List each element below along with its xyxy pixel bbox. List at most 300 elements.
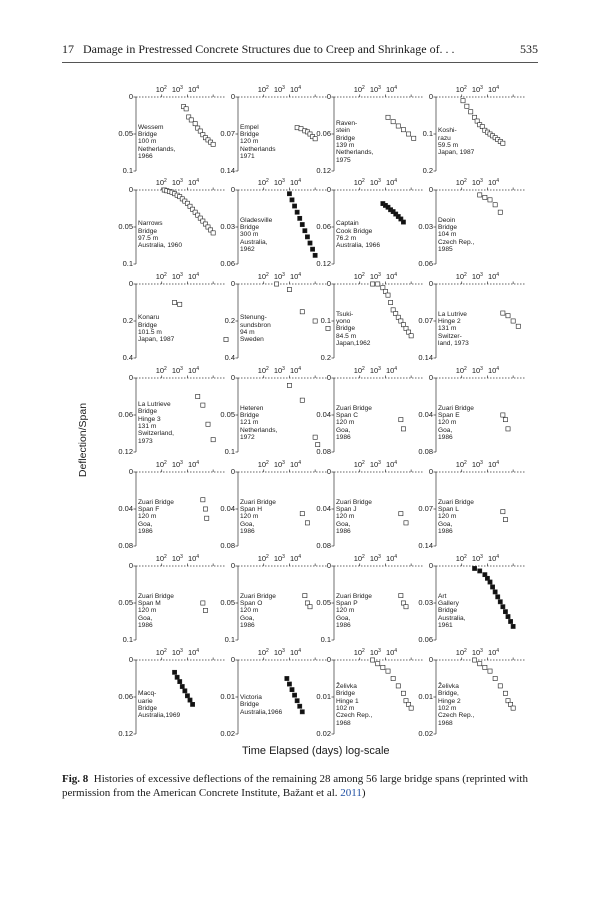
y-tick-label: 0.06 [316, 129, 331, 138]
y-tick-label: 0.14 [418, 353, 433, 362]
x-tick-exponent: 2 [164, 554, 167, 560]
data-point [370, 658, 374, 662]
bridge-panel [220, 554, 329, 658]
x-tick-exponent: 4 [496, 272, 500, 278]
x-tick-label: $10^2$ [455, 648, 467, 657]
data-point [404, 521, 408, 525]
y-tick-label: 0 [230, 561, 235, 570]
data-point [503, 691, 507, 695]
bridge-panel [220, 460, 329, 564]
x-tick-labels [456, 273, 499, 281]
data-point [274, 282, 278, 286]
x-tick-labels [156, 86, 199, 94]
data-point [498, 600, 502, 604]
y-tick-label: 0.08 [316, 447, 331, 456]
data-point [287, 287, 291, 291]
data-point [501, 510, 505, 514]
bridge-panel [118, 648, 227, 752]
data-point [298, 216, 302, 220]
data-point [300, 310, 304, 314]
data-point [401, 427, 405, 431]
bridge-panel [118, 178, 227, 282]
data-point [503, 517, 507, 521]
y-tick-label: 0.01 [220, 692, 235, 701]
data-point [488, 669, 492, 673]
data-point [370, 282, 374, 286]
y-tick-label: 0.04 [316, 410, 331, 419]
bridge-panel [220, 85, 329, 189]
x-tick-label: $10^4$ [487, 178, 500, 187]
x-tick-exponent: 3 [180, 85, 183, 91]
x-tick-label: $10^4$ [385, 460, 398, 469]
x-tick-label: $10^2$ [155, 554, 167, 563]
x-tick-label: $10^3$ [369, 648, 381, 657]
bridge-panel [220, 648, 329, 752]
bridge-panel [418, 648, 527, 752]
x-tick-labels [156, 461, 199, 469]
bridge-label: Captain Cook Bridge 76.2 m Australia, 1966 [336, 220, 380, 250]
data-point [172, 300, 176, 304]
bridge-label: Zuari Bridge Span H 120 m Goa, 1986 [240, 498, 276, 535]
x-tick-label: $10^4$ [187, 272, 200, 281]
x-tick-label: $10^4$ [487, 85, 500, 94]
figure-caption [62, 772, 538, 800]
bridge-label: Raven- stein Bridge 139 m Netherlands, 1975 [336, 120, 374, 164]
x-tick-label: $10^4$ [385, 272, 398, 281]
y-tick-label: 0.04 [316, 504, 331, 513]
data-point [478, 662, 482, 666]
x-tick-exponent: 4 [496, 460, 500, 466]
data-point [506, 614, 510, 618]
x-tick-exponent: 3 [480, 272, 483, 278]
x-tick-label: $10^4$ [289, 460, 302, 469]
data-point [178, 302, 182, 306]
x-tick-label: $10^3$ [171, 648, 183, 657]
x-tick-label: $10^4$ [187, 178, 200, 187]
data-point [516, 324, 520, 328]
x-tick-exponent: 3 [180, 178, 183, 184]
data-point [469, 110, 473, 114]
x-tick-exponent: 2 [464, 366, 467, 372]
x-tick-labels [354, 367, 397, 375]
data-point [201, 403, 205, 407]
x-tick-labels [156, 367, 199, 375]
data-point [498, 210, 502, 214]
x-tick-label: $10^2$ [257, 460, 269, 469]
data-point [386, 669, 390, 673]
y-tick-label: 0.1 [122, 166, 133, 175]
y-tick-label: 0.4 [224, 353, 235, 362]
x-tick-label: $10^2$ [455, 460, 467, 469]
x-tick-label: $10^3$ [471, 460, 483, 469]
bridge-panel [118, 366, 227, 470]
data-point [376, 662, 380, 666]
y-tick-label: 0.03 [220, 222, 235, 231]
x-tick-label: $10^2$ [257, 85, 269, 94]
data-point [292, 693, 296, 697]
y-tick-label: 0 [230, 185, 235, 194]
bridge-label: Zuari Bridge Span F 120 m Goa, 1986 [138, 498, 174, 535]
y-tick-label: 0 [428, 561, 433, 570]
x-tick-labels [258, 179, 301, 187]
y-tick-label: 0.1 [122, 635, 133, 644]
data-point [386, 115, 390, 119]
y-tick-label: 0.05 [220, 410, 235, 419]
bridge-label: Art Gallery Bridge Australia, 1961 [438, 592, 466, 629]
x-tick-label: $10^4$ [289, 272, 302, 281]
data-point [185, 694, 189, 698]
data-point [211, 231, 215, 235]
y-tick-label: 0.06 [418, 635, 433, 644]
y-tick-label: 0.06 [418, 259, 433, 268]
x-tick-label: $10^2$ [155, 272, 167, 281]
x-tick-exponent: 3 [378, 178, 381, 184]
x-tick-label: $10^4$ [385, 178, 398, 187]
bridge-label: Koshi- razu 59.5 m Japan, 1987 [438, 127, 475, 157]
x-tick-label: $10^3$ [273, 460, 285, 469]
bridge-panel [316, 366, 425, 470]
x-tick-exponent: 3 [282, 554, 285, 560]
x-tick-label: $10^4$ [187, 554, 200, 563]
data-point [493, 676, 497, 680]
x-tick-label: $10^3$ [171, 85, 183, 94]
x-tick-label: $10^4$ [289, 85, 302, 94]
y-tick-label: 0 [326, 279, 331, 288]
data-point [313, 253, 317, 257]
data-point [461, 99, 465, 103]
x-tick-exponent: 4 [298, 554, 302, 560]
x-tick-label: $10^3$ [369, 85, 381, 94]
bridge-label: Želivka Bridge Hinge 1 102 m Czech Rep., 1968 [336, 683, 373, 727]
x-tick-exponent: 3 [480, 85, 483, 91]
x-tick-label: $10^3$ [171, 272, 183, 281]
data-point [298, 704, 302, 708]
bridge-panel [118, 554, 227, 658]
x-tick-label: $10^3$ [369, 554, 381, 563]
x-tick-exponent: 3 [282, 85, 285, 91]
x-tick-label: $10^4$ [289, 178, 302, 187]
y-tick-label: 0.01 [316, 692, 331, 701]
x-tick-exponent: 4 [196, 366, 200, 372]
x-tick-exponent: 3 [180, 648, 183, 654]
x-tick-exponent: 2 [266, 85, 269, 91]
data-point [396, 124, 400, 128]
y-tick-label: 0.08 [220, 541, 235, 550]
x-tick-label: $10^4$ [487, 366, 500, 375]
bridge-label: Macq- uarie Bridge Australia,1969 [138, 690, 181, 720]
x-tick-exponent: 4 [496, 85, 500, 91]
bridge-label: Tsuki- yono Bridge 84.5 m Japan,1962 [336, 310, 371, 347]
data-point [501, 413, 505, 417]
x-tick-labels [354, 273, 397, 281]
x-tick-exponent: 2 [464, 272, 467, 278]
y-tick-label: 0 [428, 92, 433, 101]
x-tick-label: $10^3$ [471, 85, 483, 94]
x-tick-exponent: 2 [464, 648, 467, 654]
data-point [287, 682, 291, 686]
y-tick-label: 0.1 [422, 129, 433, 138]
x-tick-exponent: 4 [298, 366, 302, 372]
x-tick-label: $10^4$ [187, 648, 200, 657]
data-point [386, 293, 390, 297]
y-tick-label: 0.1 [320, 635, 331, 644]
running-header [62, 42, 538, 60]
data-point [488, 198, 492, 202]
x-tick-exponent: 4 [394, 648, 398, 654]
data-point [490, 585, 494, 589]
bridge-label: Empel Bridge 120 m Netherlands 1971 [240, 123, 276, 160]
x-tick-exponent: 2 [266, 272, 269, 278]
y-tick-label: 0 [230, 373, 235, 382]
x-tick-exponent: 3 [282, 460, 285, 466]
x-tick-exponent: 3 [480, 460, 483, 466]
y-tick-label: 0.05 [220, 598, 235, 607]
data-point [511, 706, 515, 710]
x-tick-label: $10^3$ [369, 178, 381, 187]
y-tick-label: 0.14 [418, 541, 433, 550]
bridge-label: Narrows Bridge 97.5 m Australia, 1960 [138, 220, 182, 250]
x-tick-exponent: 2 [464, 178, 467, 184]
data-point [295, 210, 299, 214]
y-tick-label: 0 [428, 373, 433, 382]
data-point [300, 398, 304, 402]
data-point [305, 521, 309, 525]
x-tick-exponent: 3 [180, 272, 183, 278]
bridge-panel [122, 272, 227, 376]
x-tick-exponent: 2 [164, 648, 167, 654]
data-point [292, 204, 296, 208]
x-tick-label: $10^3$ [471, 648, 483, 657]
data-point [188, 698, 192, 702]
x-tick-label: $10^3$ [273, 366, 285, 375]
x-tick-exponent: 2 [362, 178, 365, 184]
x-tick-label: $10^2$ [257, 554, 269, 563]
x-tick-label: $10^4$ [487, 648, 500, 657]
y-tick-label: 0.02 [316, 729, 331, 738]
x-tick-exponent: 3 [378, 648, 381, 654]
data-point [285, 676, 289, 680]
x-tick-exponent: 2 [266, 460, 269, 466]
data-point [511, 624, 515, 628]
data-point [201, 498, 205, 502]
x-tick-label: $10^2$ [455, 178, 467, 187]
x-tick-label: $10^2$ [455, 554, 467, 563]
x-tick-label: $10^2$ [155, 178, 167, 187]
y-tick-label: 0.02 [220, 729, 235, 738]
data-point [465, 104, 469, 108]
bridge-panel [118, 85, 227, 189]
data-point [478, 193, 482, 197]
x-tick-exponent: 4 [196, 85, 200, 91]
x-tick-exponent: 4 [394, 554, 398, 560]
y-tick-label: 0.06 [316, 222, 331, 231]
y-tick-label: 0.14 [220, 166, 235, 175]
data-point [180, 684, 184, 688]
data-point [183, 689, 187, 693]
bridge-panel [320, 272, 425, 376]
x-tick-labels [156, 179, 199, 187]
y-tick-label: 0.03 [418, 222, 433, 231]
x-tick-exponent: 4 [196, 554, 200, 560]
x-tick-label: $10^4$ [187, 366, 200, 375]
x-tick-labels [354, 461, 397, 469]
y-tick-label: 0 [326, 467, 331, 476]
x-tick-labels [258, 367, 301, 375]
y-tick-label: 0.1 [320, 316, 331, 325]
x-tick-labels [258, 555, 301, 563]
x-tick-exponent: 4 [196, 178, 200, 184]
y-tick-label: 0.08 [118, 541, 133, 550]
data-point [287, 383, 291, 387]
y-tick-label: 0 [128, 561, 133, 570]
x-tick-label: $10^4$ [289, 554, 302, 563]
data-point [211, 142, 215, 146]
bridge-panel [316, 85, 425, 189]
x-tick-label: $10^3$ [273, 554, 285, 563]
bridge-panel [316, 460, 425, 564]
x-tick-exponent: 3 [282, 366, 285, 372]
y-tick-label: 0 [230, 655, 235, 664]
y-tick-label: 0 [128, 185, 133, 194]
bridge-panel [316, 554, 425, 658]
y-tick-label: 0 [230, 92, 235, 101]
y-tick-label: 0.02 [418, 729, 433, 738]
bridge-panel [220, 366, 329, 470]
x-tick-labels [354, 649, 397, 657]
data-point [193, 122, 197, 126]
y-tick-label: 0.08 [418, 447, 433, 456]
bridge-label: Zuari Bridge Span L 120 m Goa, 1986 [438, 498, 474, 535]
bridge-panel [418, 178, 527, 282]
x-tick-exponent: 2 [362, 272, 365, 278]
header-rule [62, 62, 538, 63]
data-point [196, 394, 200, 398]
data-point [503, 418, 507, 422]
bridge-label: Zuari Bridge Span O 120 m Goa, 1986 [240, 592, 276, 629]
data-point [508, 619, 512, 623]
x-tick-exponent: 3 [480, 554, 483, 560]
x-tick-label: $10^2$ [155, 460, 167, 469]
y-tick-label: 0.04 [220, 504, 235, 513]
x-tick-label: $10^3$ [369, 272, 381, 281]
x-tick-label: $10^2$ [353, 178, 365, 187]
x-tick-exponent: 4 [298, 178, 302, 184]
x-tick-label: $10^2$ [155, 85, 167, 94]
x-tick-labels [156, 273, 199, 281]
data-point [224, 337, 228, 341]
bridge-label: Wessem Bridge 100 m Netherlands, 1966 [138, 123, 176, 160]
data-point [190, 702, 194, 706]
data-point [376, 282, 380, 286]
x-tick-exponent: 2 [362, 85, 365, 91]
y-tick-label: 0.4 [122, 353, 133, 362]
y-tick-label: 0 [326, 655, 331, 664]
data-point [388, 300, 392, 304]
y-tick-label: 0 [230, 279, 235, 288]
data-point [381, 665, 385, 669]
x-tick-exponent: 4 [196, 272, 200, 278]
bridge-label: Deoin Bridge 104 m Czech Rep., 1985 [438, 216, 475, 253]
y-tick-label: 0.2 [224, 316, 235, 325]
data-point [391, 676, 395, 680]
y-tick-label: 0.06 [220, 259, 235, 268]
x-tick-labels [156, 555, 199, 563]
citation-link[interactable]: 2011 [340, 787, 362, 799]
bridge-panel [220, 178, 329, 282]
x-tick-labels [456, 555, 499, 563]
y-tick-label: 0.07 [418, 316, 433, 325]
y-tick-label: 0.2 [122, 316, 133, 325]
y-tick-label: 0.06 [118, 692, 133, 701]
bridge-label: Gladesville Bridge 300 m Australia, 1962 [240, 216, 273, 253]
data-point [399, 418, 403, 422]
x-tick-exponent: 2 [362, 366, 365, 372]
x-tick-exponent: 2 [164, 366, 167, 372]
x-tick-exponent: 2 [266, 366, 269, 372]
data-point [172, 670, 176, 674]
x-tick-label: $10^2$ [353, 648, 365, 657]
x-tick-exponent: 3 [282, 178, 285, 184]
y-tick-label: 0 [428, 467, 433, 476]
data-point [501, 605, 505, 609]
x-tick-exponent: 4 [394, 85, 398, 91]
x-tick-labels [258, 649, 301, 657]
data-point [308, 241, 312, 245]
x-tick-exponent: 3 [480, 178, 483, 184]
data-point [501, 311, 505, 315]
bridge-label: Zuari Bridge Span E 120 m Goa, 1986 [438, 404, 474, 441]
x-tick-exponent: 4 [496, 648, 500, 654]
y-tick-label: 0.03 [418, 598, 433, 607]
x-tick-exponent: 3 [282, 272, 285, 278]
x-tick-label: $10^2$ [455, 272, 467, 281]
chapter-number: 17 [62, 42, 74, 56]
y-tick-label: 0.01 [418, 692, 433, 701]
x-tick-exponent: 4 [196, 648, 200, 654]
x-tick-exponent: 4 [298, 460, 302, 466]
x-tick-labels [258, 273, 301, 281]
data-point [493, 203, 497, 207]
x-tick-label: $10^2$ [353, 85, 365, 94]
data-point [203, 608, 207, 612]
x-tick-exponent: 3 [378, 272, 381, 278]
x-tick-label: $10^2$ [155, 366, 167, 375]
x-tick-label: $10^4$ [289, 366, 302, 375]
y-tick-label: 0.05 [118, 129, 133, 138]
y-tick-label: 0 [428, 655, 433, 664]
y-tick-label: 0 [326, 373, 331, 382]
data-point [396, 684, 400, 688]
x-tick-exponent: 4 [298, 648, 302, 654]
x-tick-exponent: 2 [464, 460, 467, 466]
x-tick-label: $10^2$ [257, 648, 269, 657]
y-tick-label: 0 [128, 655, 133, 664]
data-point [184, 107, 188, 111]
x-tick-labels [456, 367, 499, 375]
chapter-title-text: Damage in Prestressed Concrete Structures due to Creep and Shrinkage of. . . [83, 42, 455, 56]
bridge-panel [418, 272, 527, 376]
data-point [409, 334, 413, 338]
bridge-panel [316, 648, 425, 752]
x-tick-label: $10^4$ [187, 85, 200, 94]
x-tick-exponent: 2 [266, 554, 269, 560]
data-point [399, 594, 403, 598]
data-point [290, 688, 294, 692]
data-point [506, 427, 510, 431]
x-tick-exponent: 3 [378, 554, 381, 560]
y-tick-label: 0 [326, 92, 331, 101]
bridge-label: Konaru Bridge 101.5 m Japan, 1987 [138, 314, 175, 344]
